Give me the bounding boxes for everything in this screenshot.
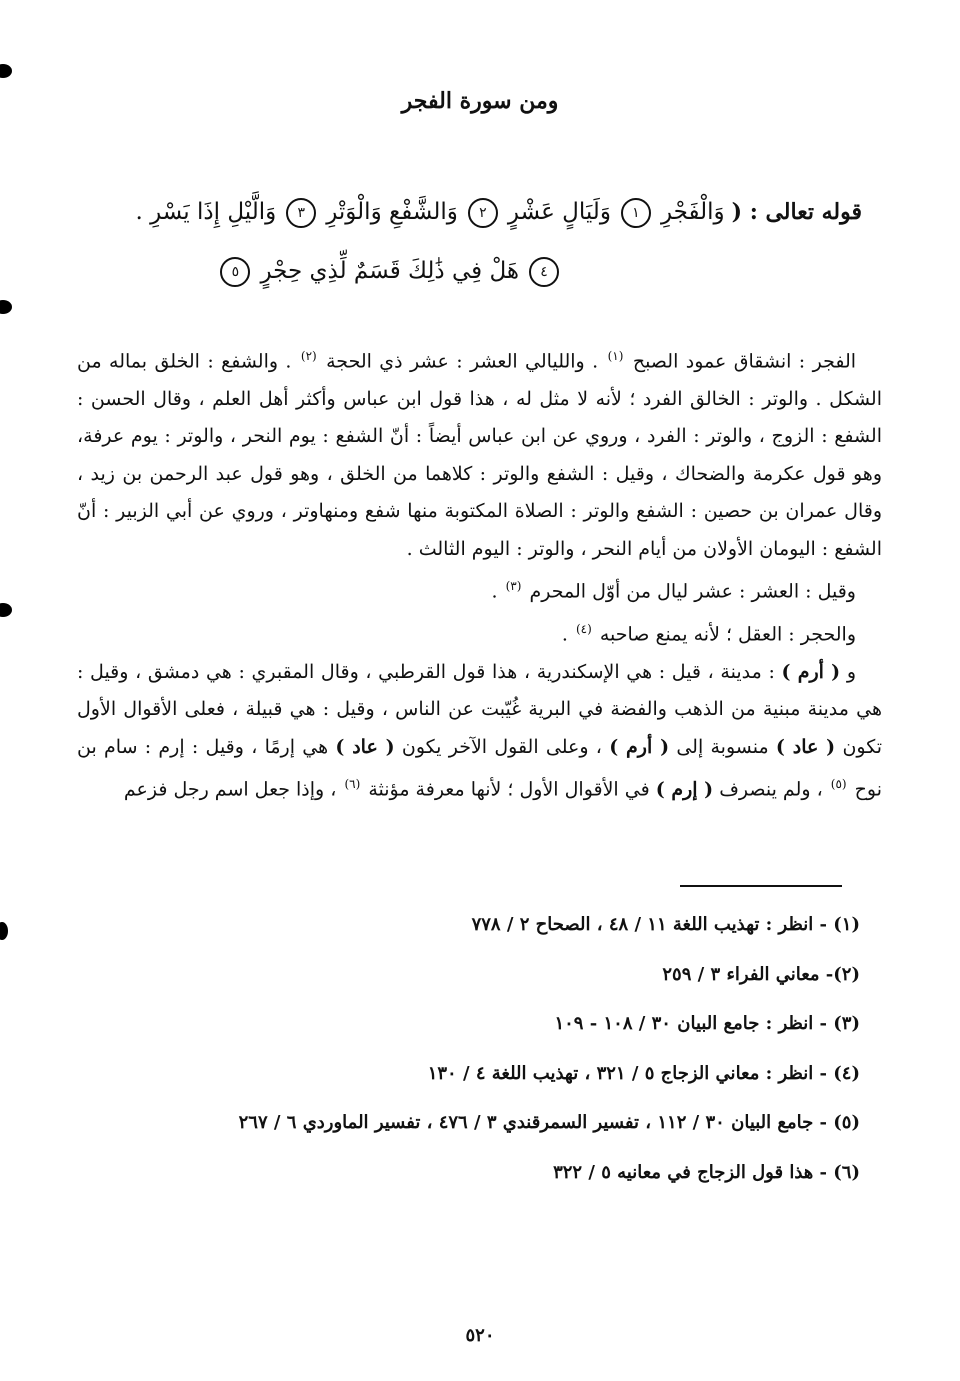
page-number: ٥٢٠: [465, 1325, 495, 1346]
bold-term: ( إرم ): [655, 778, 714, 801]
footnote-ref: (١): [607, 349, 624, 363]
main-text: [77, 338, 882, 809]
text-run: . والشفع : الخلق بماله من الشكل . والوتر : الخالق الفرد ؛ لأنه لا مثل له ، هذا قول ابن عباس وأكثر أهل العلم ، وقال الحسن : الشفع : الزوج ، والوتر : الفرد ، وروي عن ابن عباس أيضاً : أنّ الشفع : يوم النحر ، والوتر : يوم عرفة، وهو قول عكرمة والضحاك ، وقيل : الشفع والوتر : كلاهما من الخلق ، وهو قول عبد الرحمن بن زيد ، وقال عمران بن حصين : الشفع والوتر : الصلاة المكتوبة منها شفع ومنهاوتر ، وروي عن أبي الزبير : أنّ الشفع : اليومان الأولان من أيام النحر ، والوتر : اليوم الثالث .: [77, 350, 882, 560]
quran-verse-block: [82, 183, 862, 301]
text-run: في الأقوال الأول ؛ لأنها معرفة مؤنثة: [368, 778, 650, 801]
footnote: (٢)- معاني الفراء ٣ / ٢٥٩: [662, 963, 860, 985]
text-run: هي إرمًا ، وقيل : إرم : سام بن نوح: [77, 735, 882, 801]
text-run: ، ولم ينصرف: [719, 778, 823, 801]
footnote-ref: (٦): [344, 777, 361, 792]
ayah-number-mark: ٥: [220, 257, 250, 287]
ayah-number-mark: ٤: [529, 257, 559, 287]
text-run: .: [491, 580, 498, 603]
text-run: ، وإذا جعل اسم رجل فزعم: [123, 778, 337, 801]
ayah-number-mark: ١: [621, 198, 651, 228]
binding-hole-mark: [0, 922, 8, 940]
verse-part: وَالشَّفْعِ وَالْوَتْرِ: [326, 199, 458, 225]
binding-hole-mark: [0, 603, 12, 617]
binding-hole-mark: [0, 300, 12, 314]
text-run: منسوبة إلى: [676, 735, 769, 758]
verse-intro: قوله تعالى : (: [731, 199, 862, 225]
footnote: (٦) - هذا قول الزجاج في معانيه ٥ / ٣٢٢: [553, 1161, 860, 1183]
ayah-number-mark: ٢: [468, 198, 498, 228]
footnote-ref: (٥): [830, 777, 847, 792]
text-run: : مدينة ، قيل : هي الإسكندرية ، هذا قول القرطبي ، وقال المقبري : هي دمشق ، وقيل : هي مدينة مبنية من الذهب والفضة في البرية غُيّبت عن الناس ، وقيل : هي قبيلة ، فعلى الأقوال الأول تكون: [77, 660, 882, 758]
footnote-ref: (٣): [505, 579, 522, 594]
footnote: (٣) - انظر : جامع البيان ٣٠ / ١٠٨ - ١٠٩: [554, 1013, 860, 1034]
verse-part: هَلْ فِي ذَٰلِكَ قَسَمٌ لِّذِي حِجْرٍ: [260, 258, 519, 284]
chapter-title: ومن سورة الفجر: [401, 88, 559, 114]
footnote: (٤) - انظر : معاني الزجاج ٥ / ٣٢١ ، تهذيب اللغة ٤ / ١٣٠: [427, 1062, 860, 1084]
text-run: . والليالي العشر : عشر ذي الحجة: [326, 350, 599, 373]
paragraph: [77, 568, 882, 611]
ayah-number-mark: ٣: [286, 198, 316, 228]
binding-hole-mark: [0, 64, 12, 78]
text-run: وقيل : العشر : عشر ليال من أوّل المحرم: [529, 580, 856, 603]
verse-part: وَلَيَالٍ عَشْرٍ: [507, 199, 611, 225]
bold-term: ( أرم ): [609, 735, 670, 758]
text-run: و: [846, 660, 857, 683]
verse-part: وَالْفَجْرِ: [660, 199, 725, 225]
paragraph: [77, 654, 882, 809]
text-run: .: [561, 623, 568, 646]
footnote-ref: (٤): [575, 622, 592, 637]
bold-term: ( أرم ): [781, 660, 841, 683]
verse-line-2: [82, 242, 862, 301]
bold-term: ( عاد ): [775, 735, 836, 758]
paragraph: [77, 338, 882, 568]
footnote: (١) - انظر : تهذيب اللغة ١١ / ٤٨ ، الصحاح ٢ / ٧٧٨: [471, 914, 860, 935]
text-run: ، وعلى القول الآخر يكون: [401, 735, 602, 758]
text-run: والحجر : العقل ؛ لأنه يمنع صاحبه: [599, 623, 856, 646]
verse-part: وَالَّيْلِ إِذَا يَسْرِ .: [135, 199, 277, 225]
bold-term: ( عاد ): [335, 735, 395, 758]
text-run: الفجر : انشقاق عمود الصبح: [632, 350, 857, 373]
paragraph: [77, 611, 882, 654]
footnote-ref: (٢): [300, 349, 317, 363]
footnote: (٥) - جامع البيان ٣٠ / ١١٢ ، تفسير السمرقندي ٣ / ٤٧٦ ، تفسير الماوردي ٦ / ٢٦٧: [238, 1112, 860, 1133]
footnotes: [100, 905, 860, 1202]
footnote-divider: [680, 885, 842, 887]
